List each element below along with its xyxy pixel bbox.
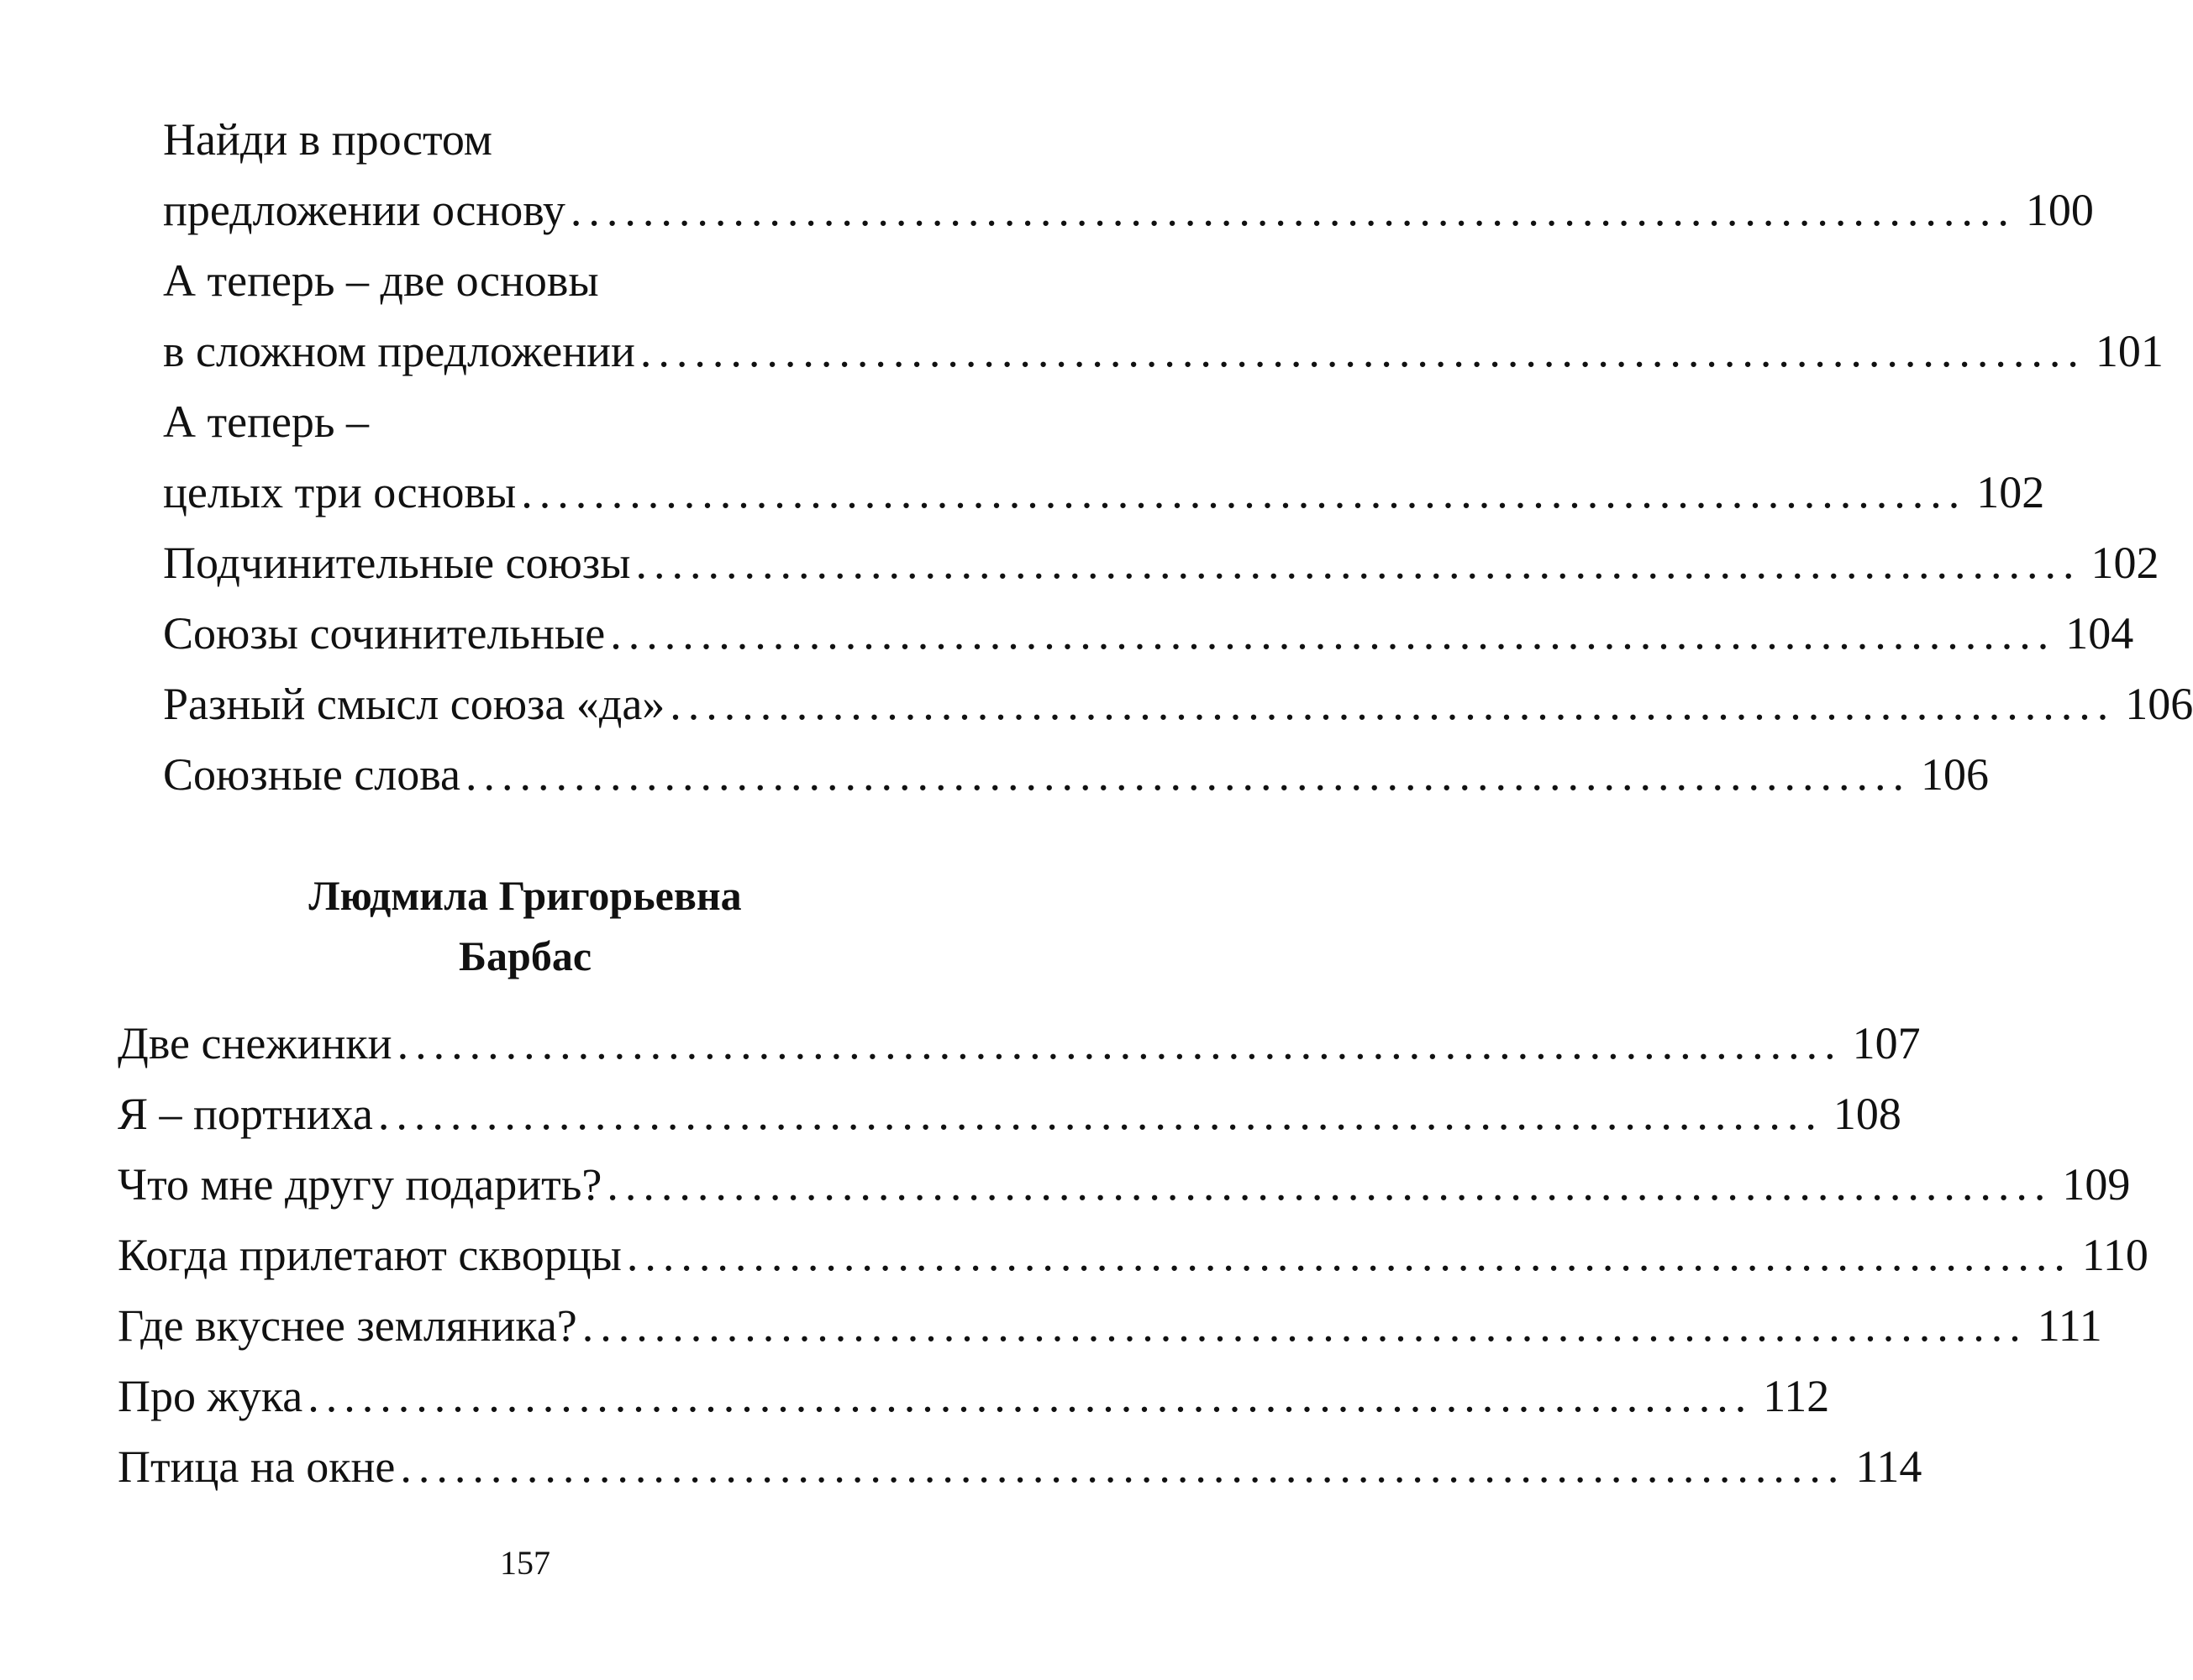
toc-entry-page: 114 <box>1855 1441 1922 1492</box>
toc-entry-page: 104 <box>2065 608 2134 659</box>
toc-entry-title: Что мне другу подарить? <box>118 1159 602 1210</box>
toc-entry-title-line: Разный смысл союза «да» <box>163 679 665 729</box>
toc-nested-list <box>163 104 2193 810</box>
dot-leader: ................................................................................ <box>610 608 2056 659</box>
dot-leader: ................................................................................ <box>607 1159 2053 1210</box>
toc-entry-title-line: А теперь – две основы <box>163 255 599 306</box>
toc-entry-title: Где вкуснее земляника? <box>118 1300 577 1351</box>
toc-entry <box>118 1220 2148 1290</box>
toc-entry-title: Птица на окне <box>118 1441 396 1492</box>
toc-entry <box>163 245 2164 386</box>
toc-entry <box>118 1008 1921 1079</box>
toc-entry-title: Я – портниха <box>118 1089 373 1139</box>
dot-leader: ................................................................................ <box>400 1441 1846 1492</box>
toc-entry-page: 107 <box>1852 1018 1921 1068</box>
toc-entry-title: Две снежинки <box>118 1018 392 1068</box>
toc-entry-page: 106 <box>2125 679 2193 729</box>
toc-entry-page: 108 <box>1833 1089 1901 1139</box>
toc-entry-title-line: Союзы сочинительные <box>163 608 606 659</box>
toc-entry-title: Про жука <box>118 1371 303 1421</box>
toc-entry-title-line: в сложном предложении <box>163 326 635 376</box>
toc-entry-title-line: Подчинительные союзы <box>163 538 631 588</box>
toc-entry-page: 112 <box>1763 1371 1830 1421</box>
toc-entry <box>118 1431 1922 1502</box>
toc-entry <box>163 386 2045 528</box>
dot-leader: ................................................................................ <box>626 1230 2072 1280</box>
toc-entry-title-line: А теперь – <box>163 396 370 447</box>
toc-entry-title: Когда прилетают скворцы <box>118 1230 622 1280</box>
toc-entry-title-line: Союзные слова <box>163 749 461 800</box>
toc-entry <box>118 1079 1901 1149</box>
dot-leader: ................................................................................ <box>639 326 2085 376</box>
dot-leader: ................................................................................ <box>635 538 2081 588</box>
toc-entry-page: 100 <box>2025 185 2094 235</box>
toc-entry <box>163 739 1990 810</box>
toc-entry-page: 101 <box>2095 326 2164 376</box>
page-number: 157 <box>500 1544 550 1582</box>
dot-leader: ................................................................................ <box>397 1018 1843 1068</box>
toc-entry <box>163 669 2193 739</box>
toc-entry-page: 111 <box>2037 1300 2102 1351</box>
author-name-line2: Барбас <box>458 932 592 979</box>
dot-leader: ................................................................................ <box>670 679 2116 729</box>
dot-leader: ................................................................................ <box>465 749 1912 800</box>
toc-main-list <box>118 1008 2148 1502</box>
toc-entry-title-line: предложении основу <box>163 185 565 235</box>
toc-entry <box>163 598 2134 669</box>
toc-entry-page: 102 <box>1976 467 2045 517</box>
dot-leader: ................................................................................ <box>581 1300 2027 1351</box>
dot-leader: ................................................................................ <box>308 1371 1754 1421</box>
toc-entry-page: 110 <box>2081 1230 2148 1280</box>
toc-entry-title-line: Найди в простом <box>163 114 492 165</box>
toc-entry <box>118 1149 2131 1220</box>
toc-entry-title-line: целых три основы <box>163 467 517 517</box>
toc-entry-page: 102 <box>2090 538 2159 588</box>
dot-leader: ................................................................................ <box>521 467 1967 517</box>
toc-entry <box>163 104 2094 245</box>
toc-entry <box>118 1361 1830 1431</box>
author-heading <box>0 865 1050 986</box>
author-name-line1: Людмила Григорьевна <box>308 872 742 919</box>
toc-entry-page: 109 <box>2062 1159 2131 1210</box>
dot-leader: ................................................................................ <box>570 185 2016 235</box>
dot-leader: ................................................................................ <box>377 1089 1823 1139</box>
toc-entry <box>163 528 2159 598</box>
toc-entry <box>118 1290 2102 1361</box>
toc-entry-page: 106 <box>1921 749 1990 800</box>
